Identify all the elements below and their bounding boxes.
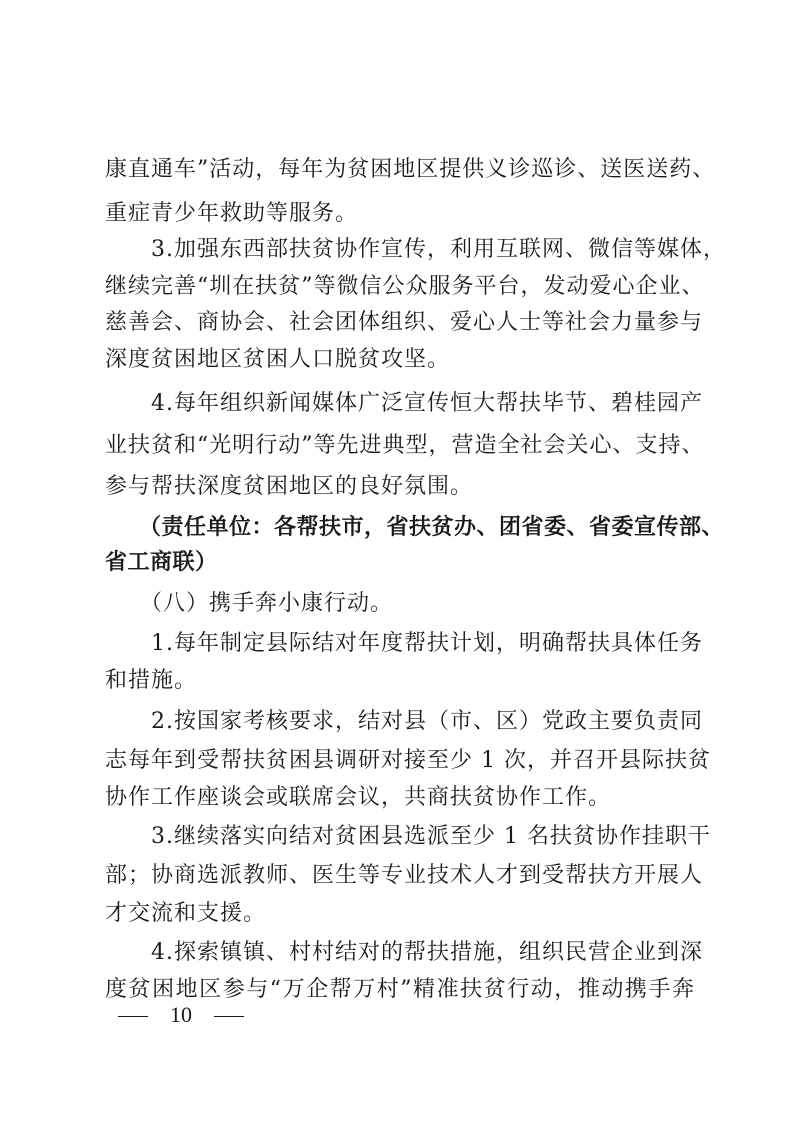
footer-dash-left xyxy=(118,1016,148,1017)
responsibility-units: （责任单位：各帮扶市，省扶贫办、团省委、省委宣传部、 xyxy=(105,515,725,540)
text-line: 3.继续落实向结对贫困县选派至少 1 名扶贫协作挂职干 xyxy=(105,824,711,849)
text-line: 继续完善“圳在扶贫”等微信公众服务平台，发动爱心企业、 xyxy=(105,274,705,299)
text-line: 重症青少年救助等服务。 xyxy=(105,201,359,226)
page-footer xyxy=(118,1000,244,1030)
footer-dash-right xyxy=(214,1016,244,1017)
text-line: 深度贫困地区贫困人口脱贫攻坚。 xyxy=(105,347,451,372)
text-line: 2.按国家考核要求，结对县（市、区）党政主要负责同 xyxy=(105,709,703,734)
text-line: 4.探索镇镇、村村结对的帮扶措施，组织民营企业到深 xyxy=(105,940,703,965)
text-line: 业扶贫和“光明行动”等先进典型，营造全社会关心、支持、 xyxy=(105,433,705,458)
text-line: 和措施。 xyxy=(105,668,198,693)
text-line: 慈善会、商协会、社会团体组织、爱心人士等社会力量参与 xyxy=(105,310,704,335)
text-line: 参与帮扶深度贫困地区的良好氛围。 xyxy=(105,474,474,499)
text-line: 协作工作座谈会或联席会议，共商扶贫协作工作。 xyxy=(105,785,612,810)
text-line: 1.每年制定县际结对年度帮扶计划，明确帮扶具体任务 xyxy=(105,631,703,656)
text-line: 志每年到受帮扶贫困县调研对接至少 1 次，并召开县际扶贫 xyxy=(105,748,711,773)
text-line: 度贫困地区参与“万企帮万村”精准扶贫行动，推动携手奔 xyxy=(105,977,695,1002)
responsibility-units-cont: 省工商联） xyxy=(105,550,218,575)
text-line: 部；协商选派教师、医生等专业技术人才到受帮扶方开展人 xyxy=(105,863,704,888)
text-line: 康直通车”活动，每年为贫困地区提供义诊巡诊、送医送药、 xyxy=(105,157,716,182)
text-line: 3.加强东西部扶贫协作宣传，利用互联网、微信等媒体， xyxy=(105,237,726,262)
page-number: 10 xyxy=(170,1002,192,1027)
section-heading: （八）携手奔小康行动。 xyxy=(105,591,394,616)
text-line: 才交流和支援。 xyxy=(105,901,267,926)
text-line: 4.每年组织新闻媒体广泛宣传恒大帮扶毕节、碧桂园产 xyxy=(105,391,703,416)
